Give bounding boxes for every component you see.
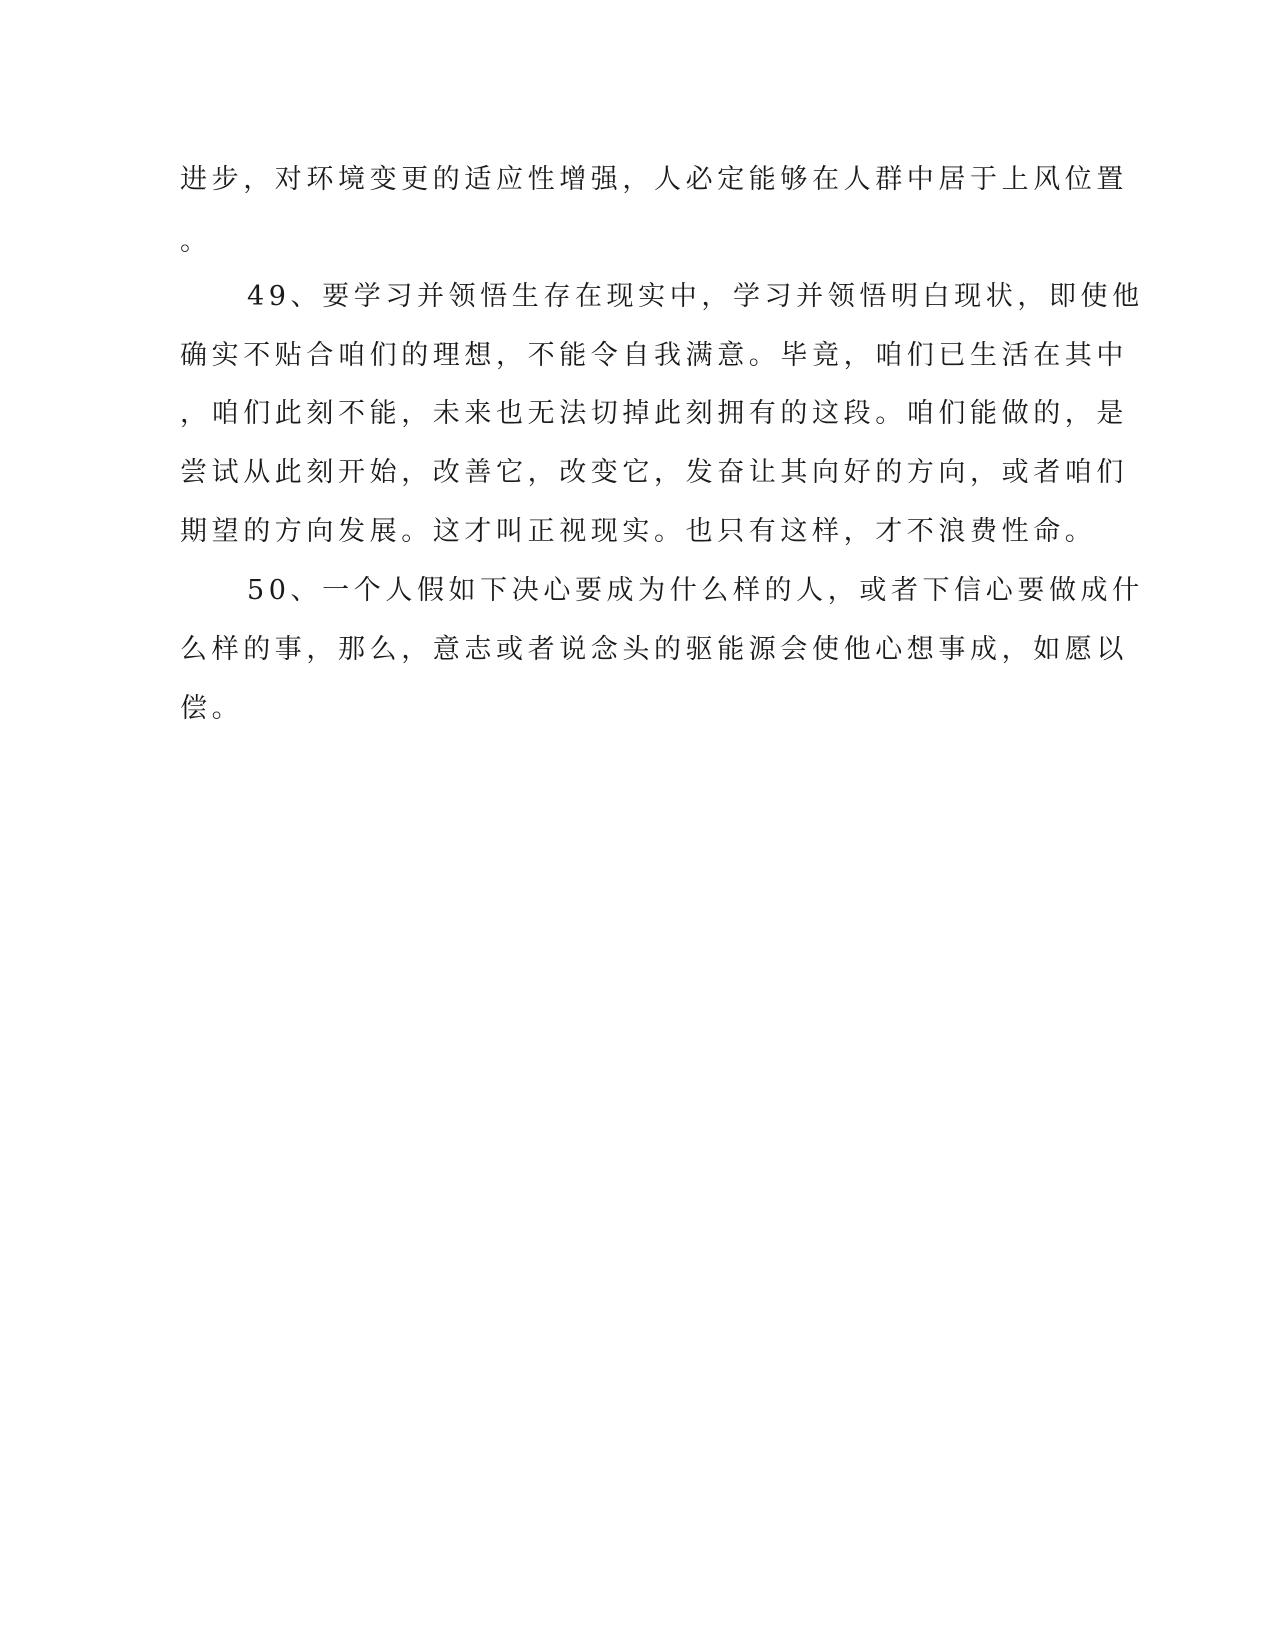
paragraph-49-start: 49、要学习并领悟生存在现实中，学习并领悟明白现状，即使他 [247,281,1144,312]
paragraph-50-start: 50、一个人假如下决心要成为什么样的人，或者下信心要做成什 [247,575,1144,606]
text-line: ，咱们此刻不能，未来也无法切掉此刻拥有的这段。咱们能做的，是 [180,398,1128,429]
text-line: 尝试从此刻开始，改善它，改变它，发奋让其向好的方向，或者咱们 [180,457,1128,488]
text-line: 偿。 [180,693,244,724]
text-line: 。 [180,226,212,257]
text-line: 期望的方向发展。这才叫正视现实。也只有这样，才不浪费性命。 [180,516,1097,547]
text-line: 确实不贴合咱们的理想，不能令自我满意。毕竟，咱们已生活在其中 [180,340,1128,371]
text-line: 么样的事，那么，意志或者说念头的驱能源会使他心想事成，如愿以 [180,634,1128,665]
text-line: 进步，对环境变更的适应性增强，人必定能够在人群中居于上风位置 [180,164,1128,195]
